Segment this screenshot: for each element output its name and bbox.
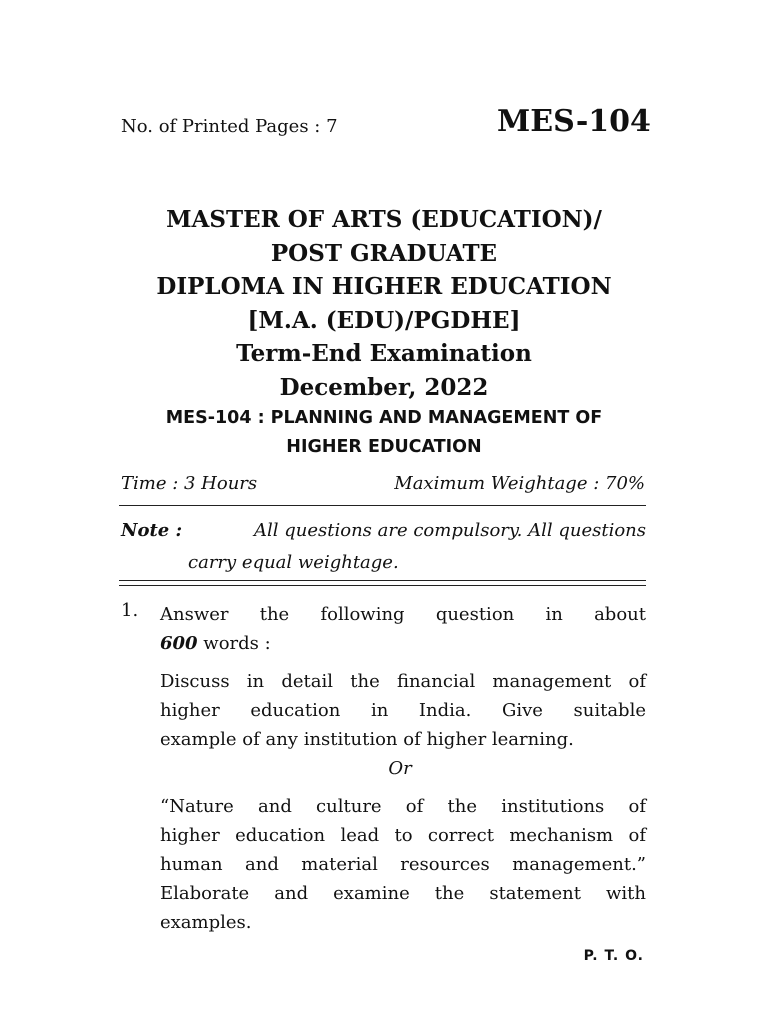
title-line: December, 2022 [279,373,489,401]
option-b-line: human and material resources management.” [160,854,646,875]
option-a-line: higher education in India. Give suitable [160,700,646,721]
word-count-suffix: words : [197,633,271,654]
title-line: POST GRADUATE [270,239,498,267]
option-a-line: Discuss in detail the financial management of [160,671,646,692]
page-turn-over: P. T. O. [583,948,644,964]
option-b-line: higher education lead to correct mechanism of [160,825,646,846]
note-second-line: carry equal weightage. [188,552,399,573]
exam-title [0,203,768,404]
note-block [121,515,646,579]
note-text: All questions are compulsory. All questions [254,520,646,541]
double-divider-bottom [119,585,646,586]
title-line: MASTER OF ARTS (EDUCATION)/ [166,206,602,233]
question-instruction: Answer the following question in about [160,604,646,625]
option-b-line: Elaborate and examine the statement with [160,883,646,904]
printed-pages-label: No. of Printed Pages : 7 [121,116,338,137]
question-word-count [160,629,646,658]
subject-line: MES-104 : PLANNING AND MANAGEMENT OF [165,408,603,428]
note-first-line [121,515,646,547]
course-code: MES-104 [497,104,651,139]
divider [119,505,646,506]
word-count-value: 600 [160,633,198,654]
subject-heading [0,404,768,462]
note-label: Note : [121,520,183,541]
question-number: 1. [121,600,139,621]
option-b-line: “Nature and culture of the institutions of [160,796,646,817]
title-line: [M.A. (EDU)/PGDHE] [247,306,521,334]
option-b-line: examples. [160,912,252,933]
maximum-weightage: Maximum Weightage : 70% [394,473,645,494]
question-body [160,600,646,937]
time-allowed: Time : 3 Hours [121,473,258,494]
double-divider-top [119,580,646,581]
title-line: DIPLOMA IN HIGHER EDUCATION [156,273,612,300]
option-a-line: example of any institution of higher learning. [160,729,574,750]
title-line: Term-End Examination [236,340,532,367]
or-separator: Or [388,758,412,779]
subject-line: HIGHER EDUCATION [286,437,482,457]
